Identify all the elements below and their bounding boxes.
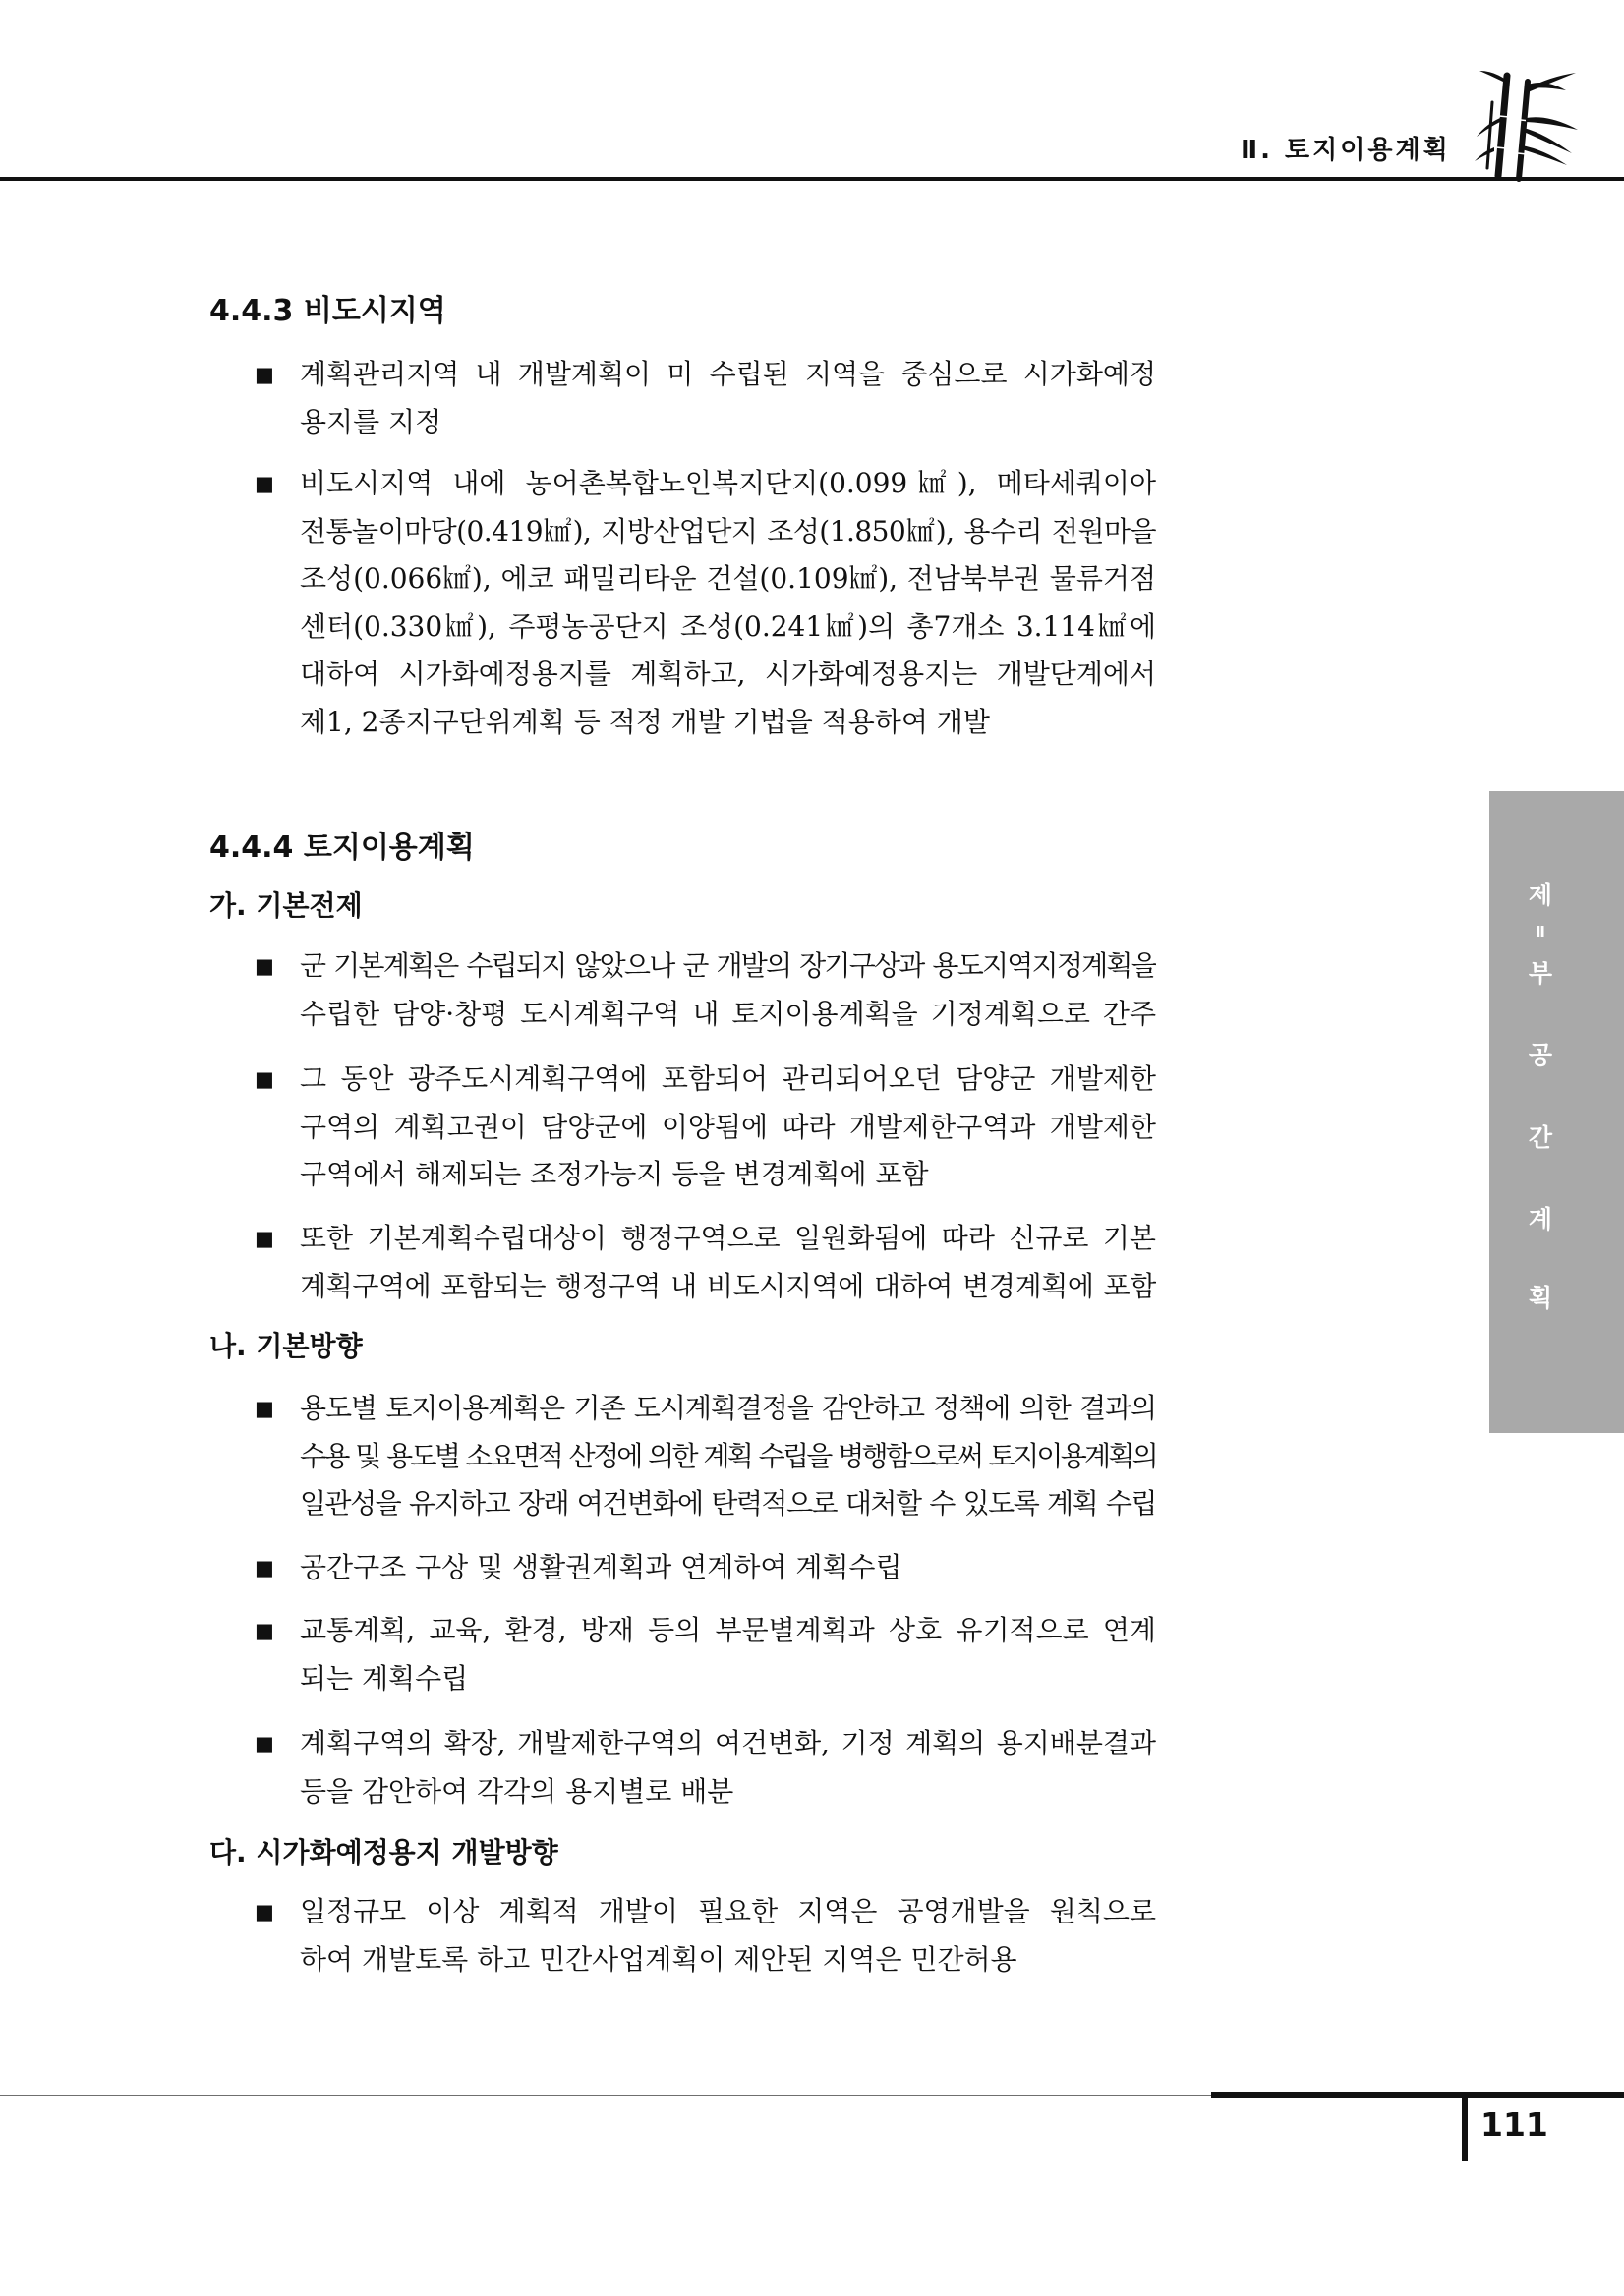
bamboo-stalk — [1498, 76, 1507, 176]
text-line: 비도시지역 내에 농어촌복합노인복지단지(0.099㎢), 메타세쿼이아 — [300, 467, 1156, 499]
bamboo-leaf — [1477, 118, 1500, 137]
text-line: 하여 개발토록 하고 민간사업계획이 제안된 지역은 민간허용 — [300, 1942, 1017, 1976]
side-tab-char: 획 — [1528, 1284, 1553, 1312]
bamboo-stalk — [1487, 102, 1492, 168]
bullet-square-icon: ■ — [255, 472, 274, 495]
text-line: 용지를 지정 — [300, 405, 442, 438]
text-line: 등을 감안하여 각각의 용지별로 배분 — [300, 1774, 734, 1808]
text-line: 수립한 담양·창평 도시계획구역 내 토지이용계획을 기정계획으로 간주 — [300, 997, 1156, 1030]
text-line: 계획구역에 포함되는 행정구역 내 비도시지역에 대하여 변경계획에 포함 — [300, 1269, 1156, 1302]
text-line: 센터(0.330㎢), 주평농공단지 조성(0.241㎢)의 총7개소 3.114㎢에 — [300, 609, 1156, 643]
bamboo-leaf — [1475, 147, 1494, 161]
bullet-item — [255, 460, 1156, 746]
side-tab-char: Ⅱ — [1536, 923, 1545, 941]
bullet-item — [255, 1385, 1156, 1528]
side-tab-char: 간 — [1528, 1123, 1553, 1152]
page-number: 111 — [1480, 2105, 1548, 2144]
bullet-square-icon: ■ — [255, 1067, 274, 1091]
bullet-square-icon: ■ — [255, 363, 274, 386]
page-number-divider — [1462, 2092, 1468, 2161]
side-tab-char: 부 — [1528, 959, 1553, 988]
bullet-item — [255, 1720, 1156, 1815]
bullet-item — [255, 1215, 1156, 1310]
text-line: 제1, 2종지구단위계획 등 적정 개발 기법을 적용하여 개발 — [300, 705, 990, 738]
footer-rule-thick — [1211, 2092, 1624, 2098]
bullet-item — [255, 1888, 1156, 1983]
bamboo-icon — [1475, 69, 1583, 182]
text-line: 전통놀이마당(0.419㎢), 지방산업단지 조성(1.850㎢), 용수리 전원마을 — [300, 514, 1156, 547]
text-line: 수용 및 용도별 소요면적 산정에 의한 계획 수립을 병행함으로써 토지이용계획의 — [300, 1439, 1156, 1472]
side-tab-char: 계 — [1528, 1205, 1553, 1234]
text-line: 구역의 계획고권이 담양군에 이양됨에 따라 개발제한구역과 개발제한 — [300, 1110, 1156, 1143]
bamboo-node — [1496, 147, 1506, 148]
bullet-square-icon: ■ — [255, 1556, 274, 1579]
bamboo-node — [1499, 116, 1509, 117]
subsection-heading: 나. 기본방향 — [209, 1330, 363, 1362]
subsection-heading: 다. 시가화예정용지 개발방향 — [209, 1836, 558, 1868]
bamboo-leaf — [1528, 73, 1576, 92]
text-line: 조성(0.066㎢), 에코 패밀리타운 건설(0.109㎢), 전남북부권 물류거점 — [300, 562, 1156, 595]
side-tab-char: 공 — [1528, 1041, 1553, 1069]
text-line: 일정규모 이상 계획적 개발이 필요한 지역은 공영개발을 원칙으로 — [300, 1895, 1156, 1927]
bullet-item — [255, 1544, 1156, 1592]
text-line: 군 기본계획은 수립되지 않았으나 군 개발의 장기구상과 용도지역지정계획을 — [300, 949, 1156, 982]
bamboo-leaf — [1522, 145, 1567, 165]
footer-rule-thin — [0, 2095, 1215, 2096]
bullet-square-icon: ■ — [255, 954, 274, 978]
bullet-item — [255, 351, 1156, 446]
bullet-item — [255, 943, 1156, 1038]
text-line: 그 동안 광주도시계획구역에 포함되어 관리되어오던 담양군 개발제한 — [300, 1062, 1156, 1095]
text-line: 용도별 토지이용계획은 기존 도시계획결정을 감안하고 정책에 의한 결과의 — [300, 1392, 1156, 1424]
bullet-item — [255, 1607, 1156, 1702]
text-line: 계획관리지역 내 개발계획이 미 수립된 지역을 중심으로 시가화예정 — [300, 358, 1156, 390]
bullet-square-icon: ■ — [255, 1900, 274, 1923]
text-line: 교통계획, 교육, 환경, 방재 등의 부문별계획과 상호 유기적으로 연계 — [300, 1614, 1156, 1646]
section-title-4-4-4: 4.4.4 토지이용계획 — [209, 831, 475, 865]
text-line: 되는 계획수립 — [300, 1661, 469, 1694]
bullet-item — [255, 1056, 1156, 1199]
bullet-square-icon: ■ — [255, 1619, 274, 1642]
bullet-square-icon: ■ — [255, 1397, 274, 1420]
text-line: 구역에서 해제되는 조정가능지 등을 변경계획에 포함 — [300, 1158, 929, 1190]
side-tab-char: 제 — [1528, 881, 1553, 909]
bullet-square-icon: ■ — [255, 1732, 274, 1755]
text-line: 일관성을 유지하고 장래 여건변화에 탄력적으로 대처할 수 있도록 계획 수립 — [300, 1487, 1156, 1520]
bullet-square-icon: ■ — [255, 1227, 274, 1250]
part-side-tab — [1489, 791, 1624, 1433]
bamboo-leaf — [1479, 71, 1507, 84]
text-line: 공간구조 구상 및 생활권계획과 연계하여 계획수립 — [300, 1551, 902, 1583]
header-rule — [0, 177, 1624, 181]
text-line: 대하여 시가화예정용지를 계획하고, 시가화예정용지는 개발단계에서 — [300, 658, 1156, 690]
section-title-4-4-3: 4.4.3 비도시지역 — [209, 294, 446, 328]
text-line: 또한 기본계획수립대상이 행정구역으로 일원화됨에 따라 신규로 기본 — [300, 1222, 1156, 1254]
subsection-heading: 가. 기본전제 — [209, 890, 363, 922]
text-line: 계획구역의 확장, 개발제한구역의 여건변화, 기정 계획의 용지배분결과 — [300, 1727, 1156, 1759]
bamboo-node — [1518, 153, 1527, 154]
bamboo-leaf — [1526, 117, 1578, 130]
chapter-title: Ⅱ. 토지이용계획 — [1241, 136, 1451, 165]
